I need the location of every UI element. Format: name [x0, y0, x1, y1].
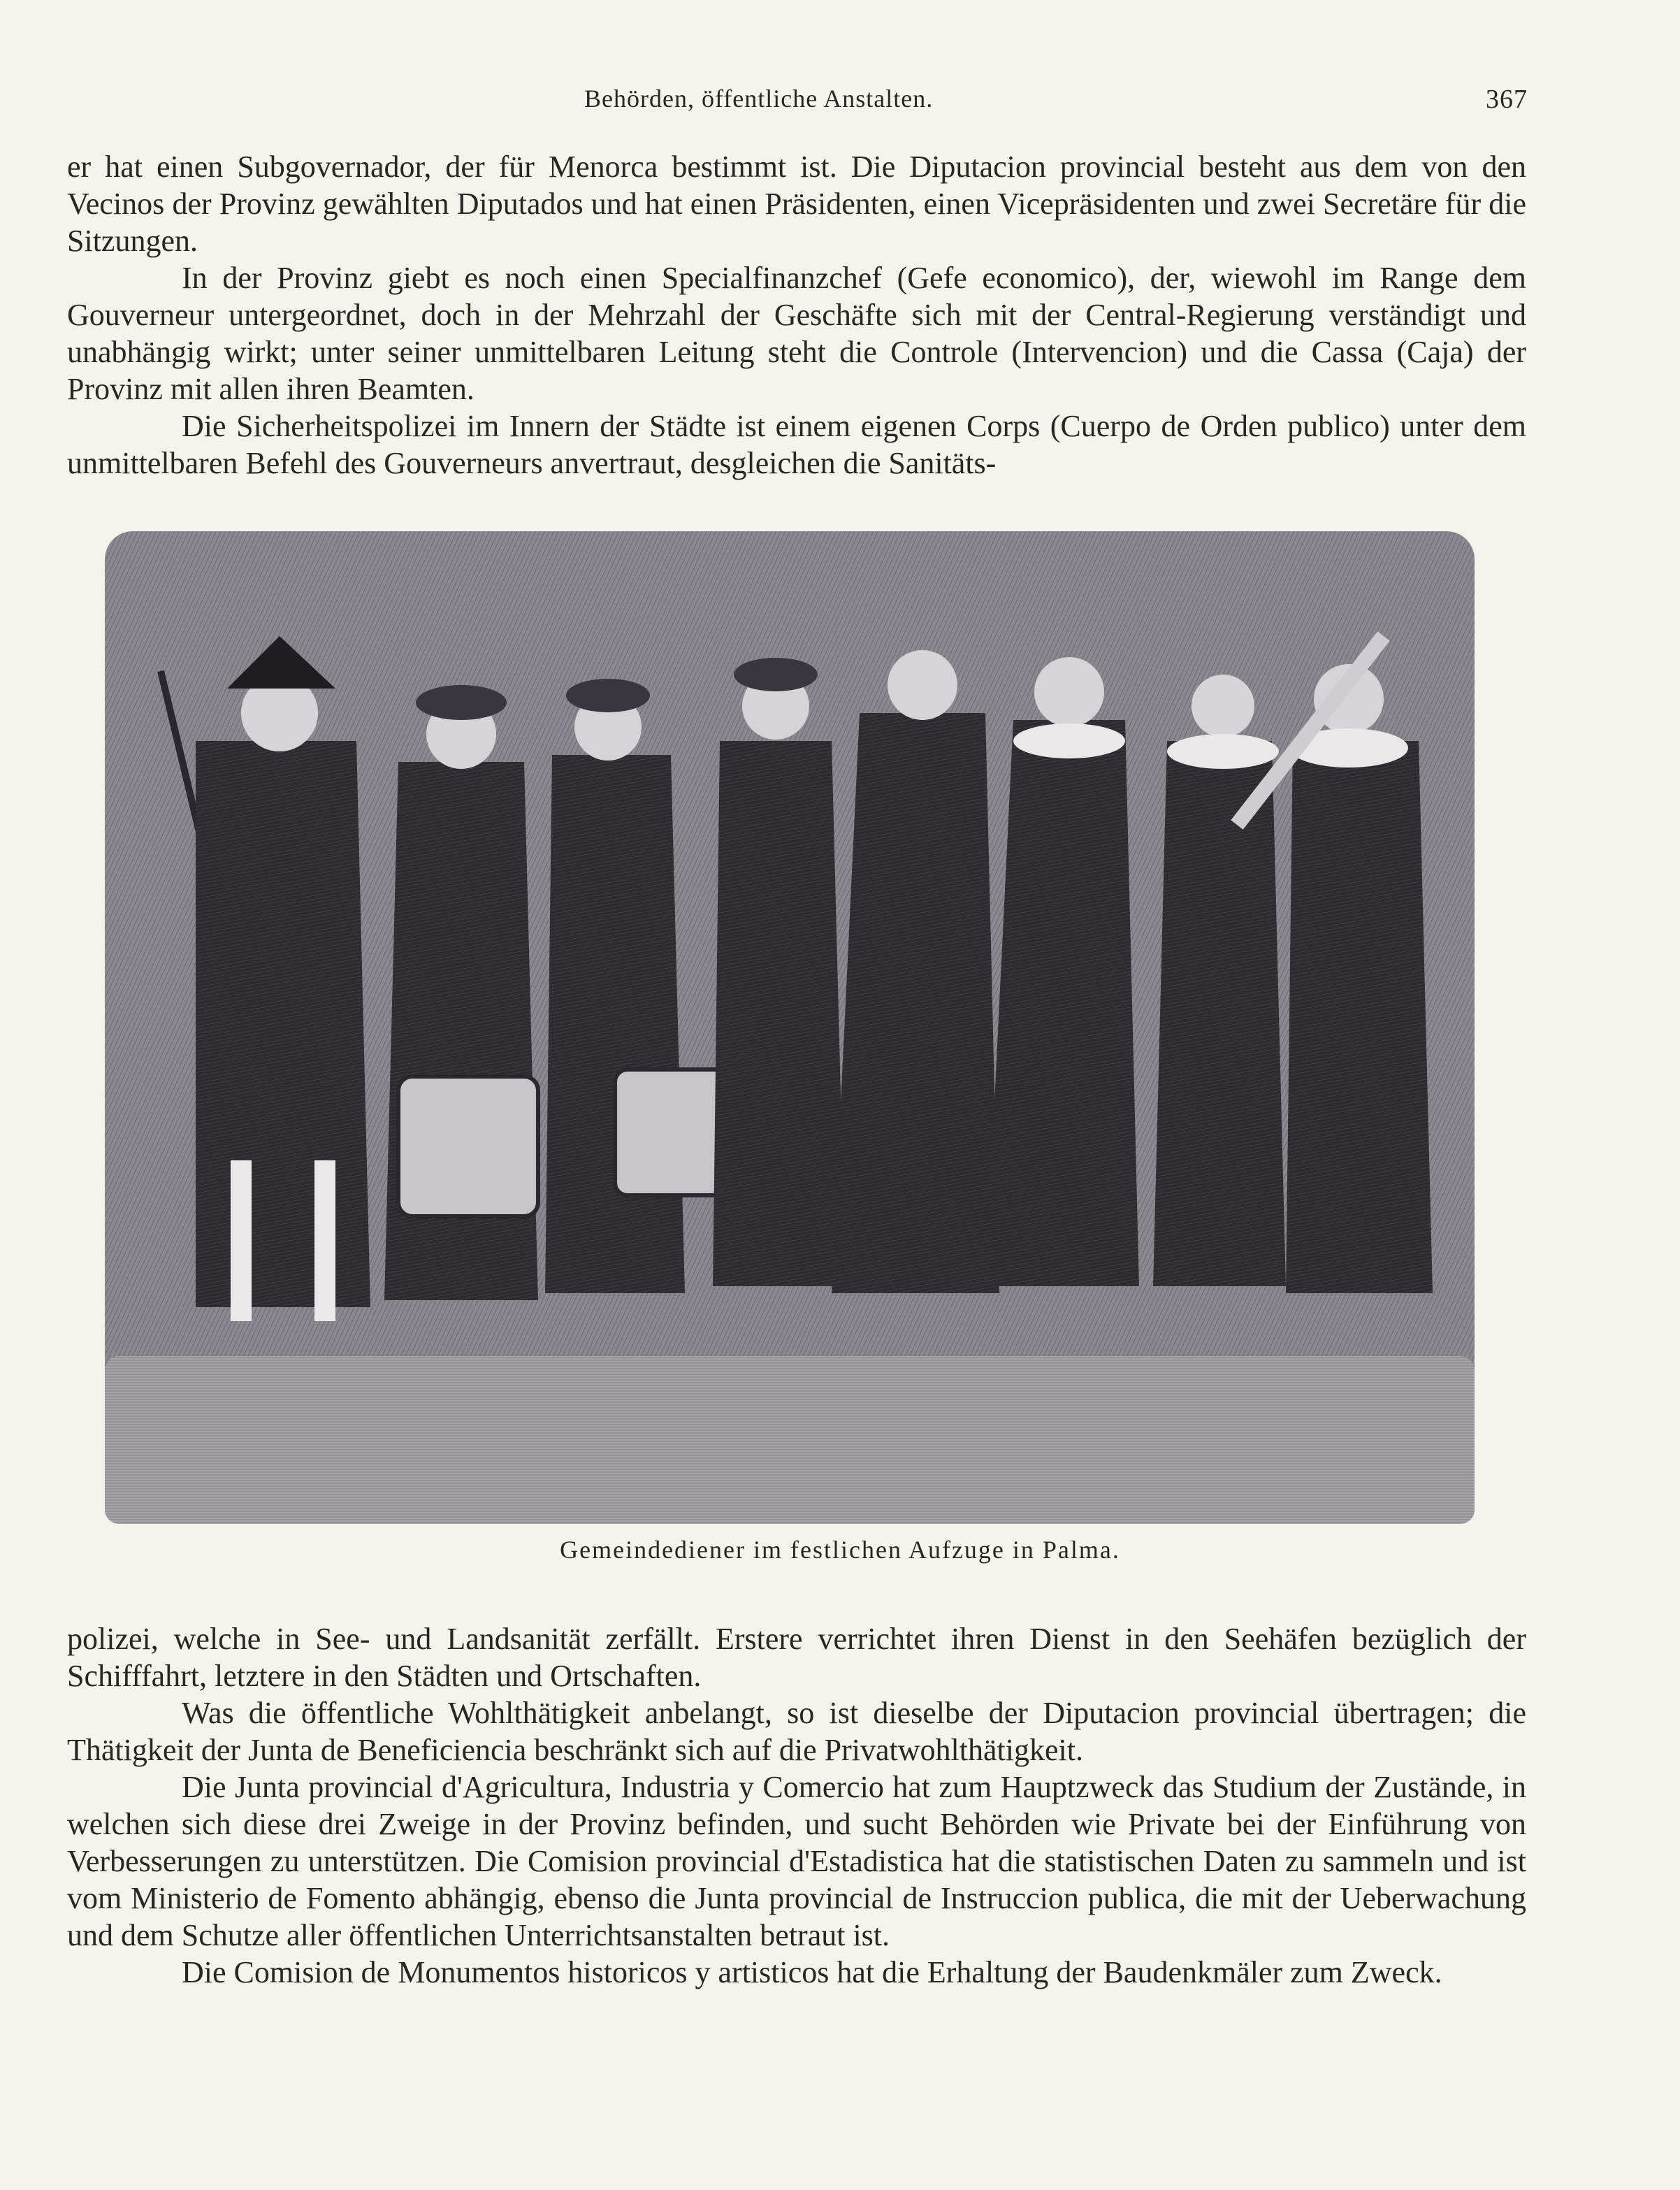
paragraph: Die Junta provincial d'Agricultura, Industria y Comercio hat zum Hauptzweck das Studium der Zustände, in welchen sich diese drei Zweige in der Provinz befinden, und sucht Behörden wie Private bei der Einführung von Verbesserungen zu unterstützen. Die Comision provincial d'Estadistica hat die statistischen Daten zu sammeln und ist vom Ministerio de Fomento abhängig, ebenso die Junta provincial de Instruccion publica, die mit der Ueberwachung und dem Schutze aller öffentlichen Unterrichtsanstalten betraut ist. [67, 1770, 1526, 1952]
engraving-illustration [105, 531, 1475, 1524]
running-head [0, 84, 1680, 126]
page-number: 367 [1486, 85, 1528, 114]
paragraph: Die Comision de Monumentos historicos y artisticos hat die Erhaltung der Baudenkmäler zum Zweck. [182, 1955, 1442, 1989]
paragraph: In der Provinz giebt es noch einen Specialfinanzchef (Gefe economico), der, wiewohl im Range dem Gouverneur untergeordnet, doch in der Mehrzahl der Geschäfte sich mit der Central-Regierung verständigt und unabhängig wirkt; unter seiner unmittelbaren Leitung steht die Controle (Intervencion) und die Cassa (Caja) der Provinz mit allen ihren Beamten. [67, 261, 1526, 406]
paragraph: Was die öffentliche Wohlthätigkeit anbelangt, so ist dieselbe der Diputacion provincial übertragen; die Thätigkeit der Junta de Beneficiencia beschränkt sich auf die Privatwohlthätigkeit. [67, 1696, 1526, 1767]
engraving-figure [105, 531, 1475, 1524]
body-text-top [67, 148, 1526, 482]
paragraph: er hat einen Subgovernador, der für Menorca bestimmt ist. Die Diputacion provincial besteht aus dem von den Vecinos der Provinz gewählten Diputados und hat einen Präsidenten, einen Vicepräsidenten und zwei Secretäre für die Sitzungen. [67, 150, 1526, 258]
figure-caption: Gemeindediener im festlichen Aufzuge in Palma. [560, 1536, 1120, 1564]
running-title: Behörden, öffentliche Anstalten. [584, 85, 934, 113]
figure-drummer-1 [384, 685, 538, 1300]
figure-mace-bearer-1 [1153, 675, 1286, 1286]
figure-man-in-cap [713, 658, 846, 1286]
paragraph: polizei, welche in See- und Landsanität zerfällt. Erstere verrichtet ihren Dienst in den Seehäfen bezüglich der Schifffahrt, letztere in den Städten und Ortschaften. [67, 1622, 1526, 1693]
paragraph: Die Sicherheitspolizei im Innern der Städte ist einem eigenen Corps (Cuerpo de Orden publico) unter dem unmittelbaren Befehl des Gouverneurs anvertraut, desgleichen die Sanitäts- [67, 409, 1526, 480]
body-text-bottom [67, 1620, 1526, 1991]
